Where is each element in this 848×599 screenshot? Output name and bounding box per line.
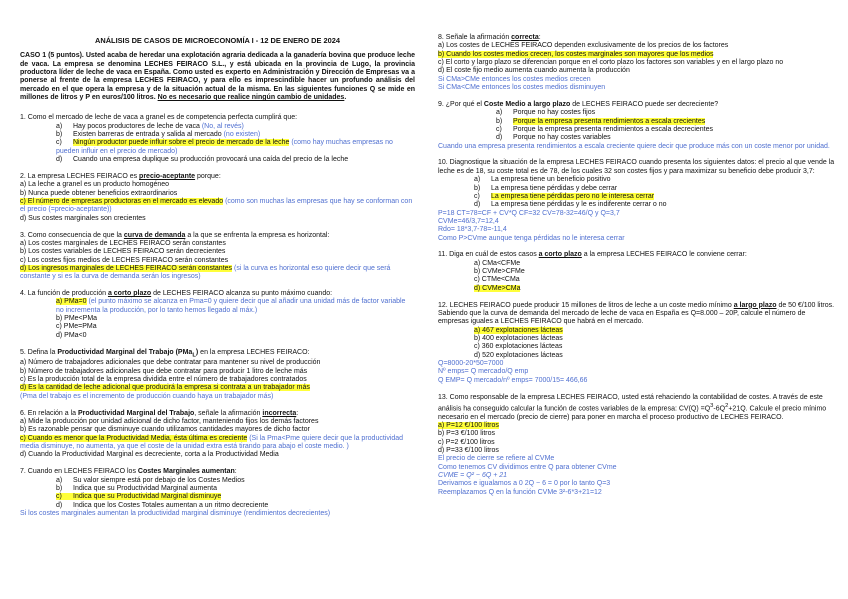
q13-option-d[interactable]: d) P=33 €/100 litros <box>438 446 499 454</box>
q13-note-4: Derivamos e igualamos a 0 2Q − 6 = 0 por lo tanto Q=3 <box>438 480 611 488</box>
q11-option-c[interactable]: c) CTMe<CMa <box>474 276 520 284</box>
question-6 <box>20 410 415 460</box>
q12-option-a[interactable]: a) 467 explotaciones lácteas <box>474 326 563 334</box>
question-11 <box>438 251 835 293</box>
q13-option-c[interactable]: c) P=2 €/100 litros <box>438 438 495 446</box>
q3-option-b[interactable]: b) Los costes variables de LECHES FEIRACO serán decrecientes <box>20 248 226 256</box>
intro-text: CASO 1 (5 puntos). Usted acaba de heredar una explotación agraria dedicada a la ganadería bovina que produce leche de vaca. La empresa se denomina LECHES FEIRACO S.L., y está ubicada en la provincia de Lugo, la provincia productora líder de leche de vaca en España. Como usted es experto en Administración y Dirección de Empresas va a ponerse al frente de la empresa LECHES FEIRACO, y para ello es imprescindible hacer un profundo análisis del mercado en el que opera la empresa y de la situación actual de la misma. En las siguientes funciones Q se mide en millones de litros y P en euros/100 litros. <box>20 52 415 102</box>
q3-option-a[interactable]: a) Los costes marginales de LECHES FEIRACO serán constantes <box>20 239 226 247</box>
q12-calc-3: Q EMP= Q mercado/nº emps= 7000/15= 466,66 <box>438 376 588 384</box>
q6-stem: 6. En relación a la Productividad Marginal del Trabajo, señale la afirmación incorrecta: <box>20 409 299 417</box>
q8-note-1: Si CMa>CMe entonces los costes medios crecen <box>438 75 591 83</box>
q4-option-b[interactable]: b) PMe<PMa <box>56 315 98 323</box>
question-13 <box>438 394 835 497</box>
q2-stem: 2. La empresa LECHES FEIRACO es precio-aceptante porque: <box>20 172 221 180</box>
q13-option-a[interactable]: a) P=12 €/100 litros <box>438 421 499 429</box>
q8-stem: 8. Señale la afirmación correcta: <box>438 34 541 41</box>
q12-option-b[interactable]: b) 400 explotaciones lácteas <box>474 335 563 342</box>
q10-option-c[interactable]: c) La empresa tiene pérdidas pero no le interesa cerrar <box>474 192 655 200</box>
q4-option-d[interactable]: d) PMa<0 <box>56 331 87 339</box>
q11-option-d[interactable]: d) CVMe>CMa <box>474 284 521 292</box>
q13-note-5: Reemplazamos Q en la función CVMe 3²-6*3+21=12 <box>438 488 602 496</box>
q10-calc-4: Como P>CVme aunque tenga pérdidas no le interesa cerrar <box>438 234 625 242</box>
left-column <box>20 0 415 527</box>
q5-option-b[interactable]: b) Número de trabajadores adicionales que debe contratar para producir 1 litro de leche más <box>20 367 308 375</box>
page-title: ANÁLISIS DE CASOS DE MICROECONOMÍA I - 12 DE ENERO DE 2024 <box>95 36 340 45</box>
q6-option-c[interactable]: c) Cuando es menor que la Productividad Media, ésta última es creciente (Si la Pma<Pme quiere decir que la productividad media disminuye, no aumenta, ya que el coste de la unidad extra está tirando para abajo el coste medio. ) <box>20 434 404 450</box>
q3-option-c[interactable]: c) Los costes fijos medios de LECHES FEIRACO serán constantes <box>20 256 229 264</box>
q13-note-2: Como tenemos CV dividimos entre Q para obtener CVme <box>438 463 617 471</box>
q7-option-c[interactable]: c) Indica que su Productividad Marginal disminuye <box>56 493 222 501</box>
q7-option-b[interactable]: b) Indica que su Productividad Marginal aumenta <box>56 484 217 492</box>
q1-option-c[interactable]: c) Ningún productor puede influir sobre el precio de mercado de la leche (como hay muchas empresas no pueden influir en el precio de mercado) <box>56 139 393 155</box>
q2-option-a[interactable]: a) La leche a granel es un producto homogéneo <box>20 181 170 189</box>
right-column <box>438 0 835 506</box>
q2-option-d[interactable]: d) Sus costes marginales son crecientes <box>20 214 146 222</box>
q4-stem: 4. La función de producción a corto plazo de LECHES FEIRACO alcanza su punto máximo cuando: <box>20 290 333 298</box>
q3-stem: 3. Como consecuencia de que la curva de demanda a la que se enfrenta la empresa es horizontal: <box>20 231 330 239</box>
q2-option-c[interactable]: c) El número de empresas productoras en el mercado es elevado (como son muchas las empresas que hay se conforman con el precio (=precio-aceptante)) <box>20 198 413 214</box>
q7-option-a[interactable]: a) Su valor siempre está por debajo de los Costes Medios <box>56 476 245 484</box>
q12-stem: 12. LECHES FEIRACO puede producir 15 millones de litros de leche a un coste medio mínimo a largo plazo de 50 €/100 litros. Sabiendo que la curva de demanda del mercado de leche de vaca en España es Q=8.000 – 20P, calcule el número de empresas iguales a LECHES FEIRACO que habrá en el mercado. <box>438 301 835 326</box>
q5-option-a[interactable]: a) Número de trabajadores adicionales que debe contratar para mantener su nivel de producción <box>20 359 321 367</box>
q10-option-b[interactable]: b) La empresa tiene pérdidas y debe cerrar <box>474 184 618 192</box>
q6-option-a[interactable]: a) Mide la producción por unidad adicional de dicho factor, manteniendo fijos los demás factores <box>20 417 319 425</box>
q11-option-b[interactable]: b) CVMe>CFMe <box>474 268 525 276</box>
q4-option-c[interactable]: c) PMe=PMa <box>56 323 97 331</box>
question-12 <box>438 302 835 385</box>
q9-note: Cuando una empresa presenta rendimientos a escala creciente quiere decir que produce más con un coste menor por unidad. <box>438 142 830 150</box>
q5-option-c[interactable]: c) Es la producción total de la empresa dividida entre el número de trabajadores contratados <box>20 376 307 384</box>
q10-calc-3: Rdo= 18*3,7-78=-11,4 <box>438 226 507 234</box>
question-2 <box>20 173 415 223</box>
q8-option-a[interactable]: a) Los costes de LECHES FEIRACO dependen exclusivamente de los precios de los factores <box>438 42 729 50</box>
q12-calc-1: Q=8000-20*50=7000 <box>438 360 504 368</box>
intro-end: . <box>344 94 347 102</box>
q6-option-d[interactable]: d) Cuando la Productividad Marginal es decreciente, corta a la Productividad Media <box>20 451 279 459</box>
q5-stem: 5. Defina la Productividad Marginal del Trabajo (PMa$_L$) en la empresa LECHES FEIRACO: <box>20 348 310 359</box>
q1-option-d[interactable]: d) Cuando una empresa duplique su producción provocará una caída del precio de la leche <box>56 156 349 164</box>
q9-option-c[interactable]: c) Porque la empresa presenta rendimientos a escala decrecientes <box>496 125 714 133</box>
q10-option-a[interactable]: a) La empresa tiene un beneficio positivo <box>474 176 611 184</box>
q9-option-b[interactable]: b) Porque la empresa presenta rendimientos a escala crecientes <box>496 117 706 125</box>
q12-option-c[interactable]: c) 360 explotaciones lácteas <box>474 343 563 351</box>
q11-stem: 11. Diga en cuál de estos casos a corto plazo a la empresa LECHES FEIRACO le conviene cerrar: <box>438 251 747 259</box>
question-3 <box>20 232 415 282</box>
q7-stem: 7. Cuando en LECHES FEIRACO los Costes Marginales aumentan: <box>20 468 237 476</box>
q9-option-a[interactable]: a) Porque no hay costes fijos <box>496 109 596 117</box>
q4-option-a[interactable]: a) PMa=0 (el punto máximo se alcanza en Pma=0 y quiere decir que al añadir una unidad más de factor variable no incrementa la producción, por lo tanto hemos llegado al máx.) <box>56 298 406 314</box>
q12-calc-2: Nº emps= Q mercado/Q emp <box>438 368 529 376</box>
q11-option-a[interactable]: a) CMa<CFMe <box>474 259 521 267</box>
q1-option-b[interactable]: b) Existen barreras de entrada y salida al mercado (no existen) <box>56 131 261 139</box>
case-intro <box>20 52 415 102</box>
question-9 <box>438 101 835 151</box>
question-8 <box>438 34 835 92</box>
intro-underlined: No es necesario que realice ningún cambio de unidades <box>157 94 345 102</box>
q10-calc-2: CVMe=46/3,7=12,4 <box>438 217 499 225</box>
question-10 <box>438 159 835 242</box>
q10-calc-1: P=18 CT=78=CF + CV*Q CF=32 CV=78-32=46/Q y Q=3,7 <box>438 209 620 217</box>
q9-option-d[interactable]: d) Porque no hay costes variables <box>496 134 611 142</box>
q8-option-c[interactable]: c) El corto y largo plazo se diferencian porque en el corto plazo los factores son variables y en el largo plazo no <box>438 59 784 67</box>
q7-note: Si los costes marginales aumentan la productividad marginal disminuye (rendimientos decrecientes) <box>20 509 331 517</box>
q2-option-b[interactable]: b) Nunca puede obtener beneficios extraordinarios <box>20 189 178 197</box>
q8-note-2: Si CMa<CMe entonces los costes medios disminuyen <box>438 84 606 92</box>
q13-note-3: CVME = Q² − 6Q + 21 <box>438 471 508 479</box>
q13-note-1: El precio de cierre se refiere al CVMe <box>438 455 555 463</box>
q3-option-d[interactable]: d) Los ingresos marginales de LECHES FEIRACO serán constantes (si la curva es horizontal eso quiere decir que será constante y si es la curva de demanda serán los ingresos) <box>20 264 391 281</box>
q10-option-d[interactable]: d) La empresa tiene pérdidas y le es indiferente cerrar o no <box>474 201 667 209</box>
q6-option-b[interactable]: b) Es razonable pensar que disminuye cuando utilizamos cantidades mayores de dicho factor <box>20 426 310 434</box>
question-7 <box>20 468 415 518</box>
q1-option-a[interactable]: a) Hay pocos productores de leche de vaca (No, al revés) <box>56 122 244 130</box>
q9-stem: 9. ¿Por qué el Coste Medio a largo plazo de LECHES FEIRACO puede ser decreciente? <box>438 100 719 108</box>
q13-stem: 13. Como responsable de la empresa LECHES FEIRACO, usted está rehaciendo la contabilidad de costes. A través de este análisis ha conseguido calcular la función de costes variables de la empresa: $CV(Q) =Q^3-6Q^2+21Q$. Calcule el precio mínimo necesario en el mercado (precio de cierre) para poner en marcha el proceso productivo de LECHES FEIRACO. <box>438 393 827 421</box>
q5-option-d[interactable]: d) Es la cantidad de leche adicional que producirá la empresa si contrata a un trabajador más <box>20 384 310 392</box>
q13-option-b[interactable]: b) P=3 €/100 litros <box>438 430 496 438</box>
q8-option-b[interactable]: b) Cuando los costes medios crecen, los costes marginales son mayores que los medios <box>438 50 714 58</box>
q1-stem: 1. Como el mercado de leche de vaca a granel es de competencia perfecta cumplirá que: <box>20 114 298 122</box>
q10-stem: 10. Diagnostique la situación de la empresa LECHES FEIRACO cuando presenta los siguientes datos: el precio al que vende la leche es de 18, su coste total es de 78, de los cuales 32 son costes fijos y para maximizar su beneficio debe producir 3,7: <box>438 159 835 175</box>
question-1 <box>20 114 415 164</box>
question-5 <box>20 349 415 401</box>
q12-option-d[interactable]: d) 520 explotaciones lácteas <box>474 351 563 359</box>
question-4 <box>20 290 415 340</box>
q7-option-d[interactable]: d) Indica que los Costes Totales aumentan a un ritmo decreciente <box>56 501 269 509</box>
q5-note: (Pma del trabajo es el incremento de producción cuando haya un trabajador más) <box>20 392 274 400</box>
q8-option-d[interactable]: d) El coste fijo medio aumenta cuando aumenta la producción <box>438 67 630 75</box>
